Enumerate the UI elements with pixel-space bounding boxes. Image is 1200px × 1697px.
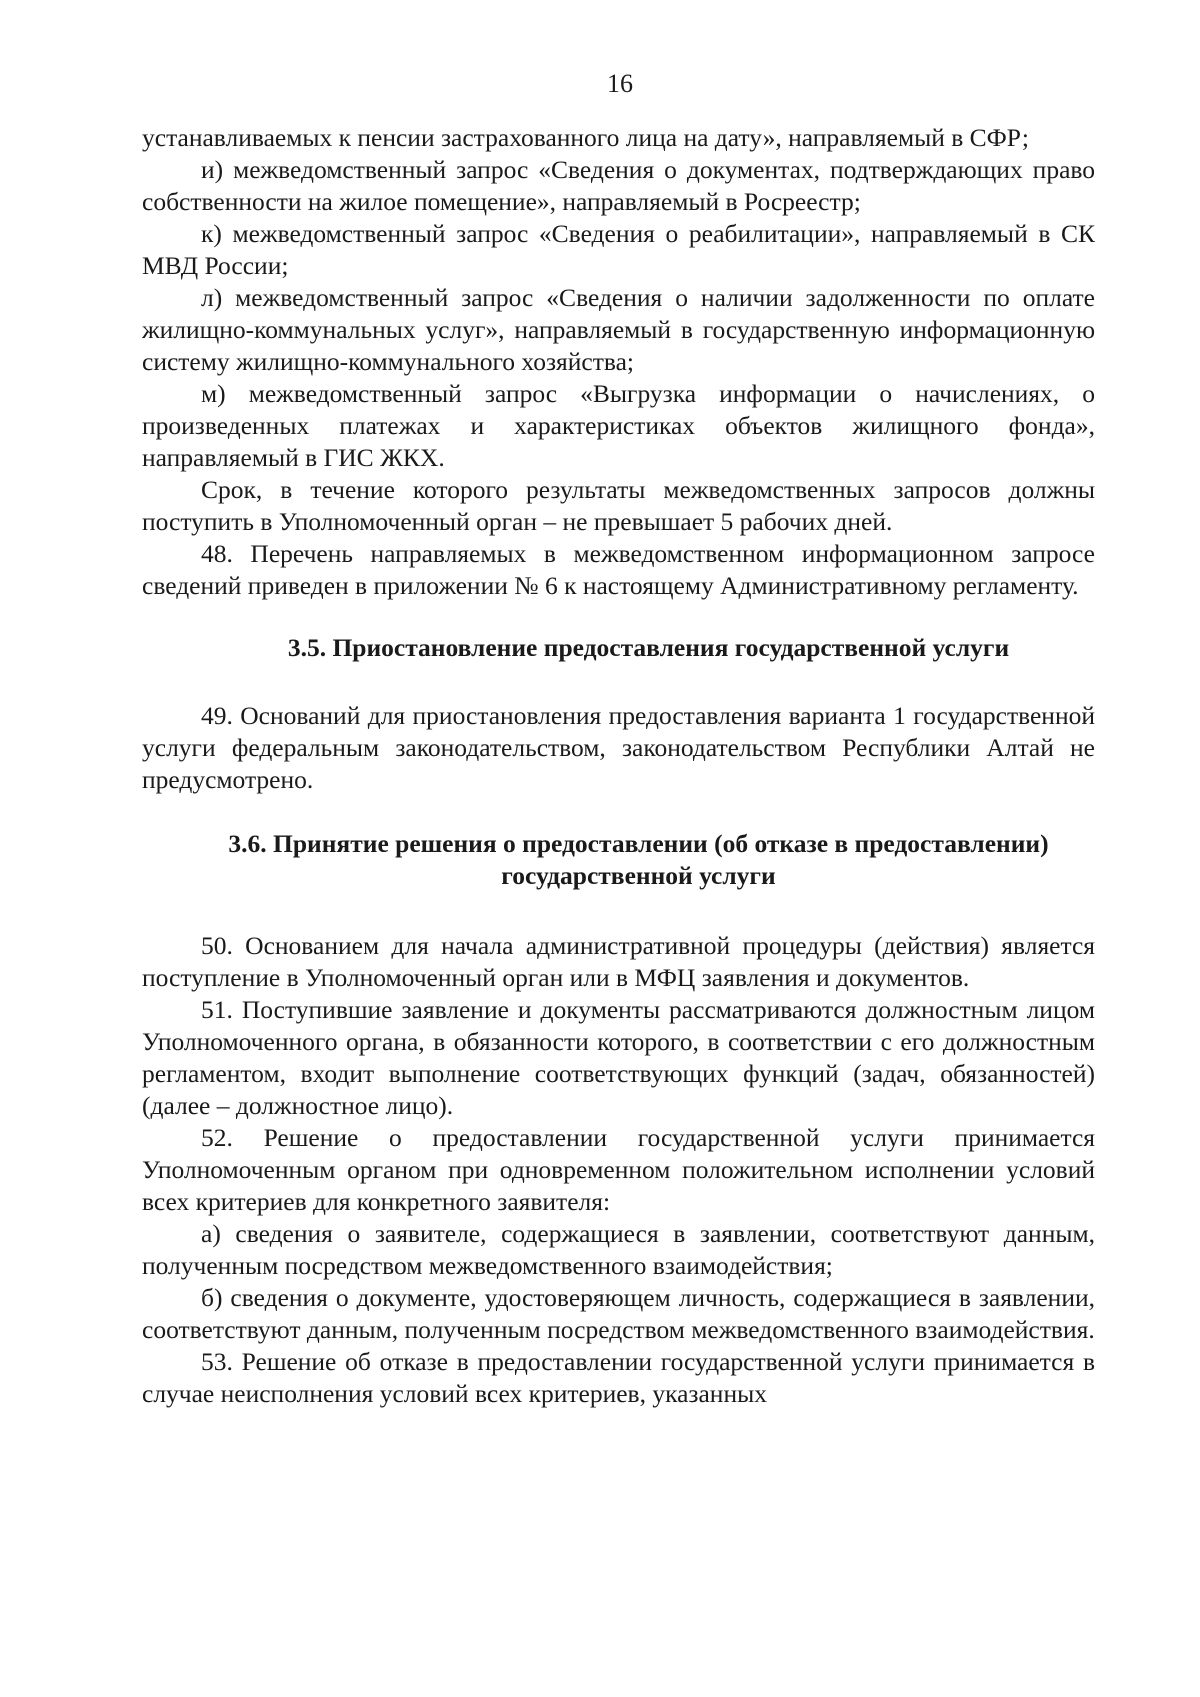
paragraph-item-l: л) межведомственный запрос «Сведения о наличии задолженности по оплате жилищно-коммунальных услуг», направляемый в государственную информационную систему жилищно-коммунального хозяйства; [142,283,1095,376]
paragraph-deadline: Срок, в течение которого результаты межведомственных запросов должны поступить в Уполномоченный орган – не превышает 5 рабочих дней. [142,475,1095,536]
paragraph-48: 48. Перечень направляемых в межведомственном информационном запросе сведений приведен в приложении № 6 к настоящему Административному регламенту. [142,539,1095,600]
paragraph-51: 51. Поступившие заявление и документы рассматриваются должностным лицом Уполномоченного органа, в обязанности которого, в соответствии с его должностным регламентом, входит выполнение соответствующих функций (задач, обязанностей) (далее – должностное лицо). [142,995,1095,1120]
document-body [142,122,1095,1410]
paragraph-50: 50. Основанием для начала административной процедуры (действия) является поступление в Уполномоченный орган или в МФЦ заявления и документов. [142,931,1095,992]
paragraph-item-i: и) межведомственный запрос «Сведения о документах, подтверждающих право собственности на жилое помещение», направляемый в Росреестр; [142,155,1095,216]
page-number: 16 [607,69,633,98]
paragraph-52-a: а) сведения о заявителе, содержащиеся в заявлении, соответствуют данным, полученным посредством межведомственного взаимодействия; [142,1219,1095,1280]
paragraph-item-k: к) межведомственный запрос «Сведения о реабилитации», направляемый в СК МВД России; [142,219,1095,280]
paragraph-52: 52. Решение о предоставлении государственной услуги принимается Уполномоченным органом при одновременном положительном исполнении условий всех критериев для конкретного заявителя: [142,1123,1095,1216]
section-heading-3-6: 3.6. Принятие решения о предоставлении (об отказе в предоставлении) государственной услуги [228,829,1049,890]
paragraph-continuation: устанавливаемых к пенсии застрахованного лица на дату», направляемый в СФР; [142,123,1030,152]
section-heading-3-5: 3.5. Приостановление предоставления государственной услуги [287,633,1010,662]
paragraph-53: 53. Решение об отказе в предоставлении государственной услуги принимается в случае неисполнения условий всех критериев, указанных [142,1347,1095,1408]
paragraph-52-b: б) сведения о документе, удостоверяющем личность, содержащиеся в заявлении, соответствуют данным, полученным посредством межведомственного взаимодействия. [142,1283,1095,1344]
paragraph-item-m: м) межведомственный запрос «Выгрузка информации о начислениях, о произведенных платежах и характеристиках объектов жилищного фонда», направляемый в ГИС ЖКХ. [142,379,1095,472]
paragraph-49: 49. Оснований для приостановления предоставления варианта 1 государственной услуги федеральным законодательством, законодательством Республики Алтай не предусмотрено. [142,701,1095,794]
